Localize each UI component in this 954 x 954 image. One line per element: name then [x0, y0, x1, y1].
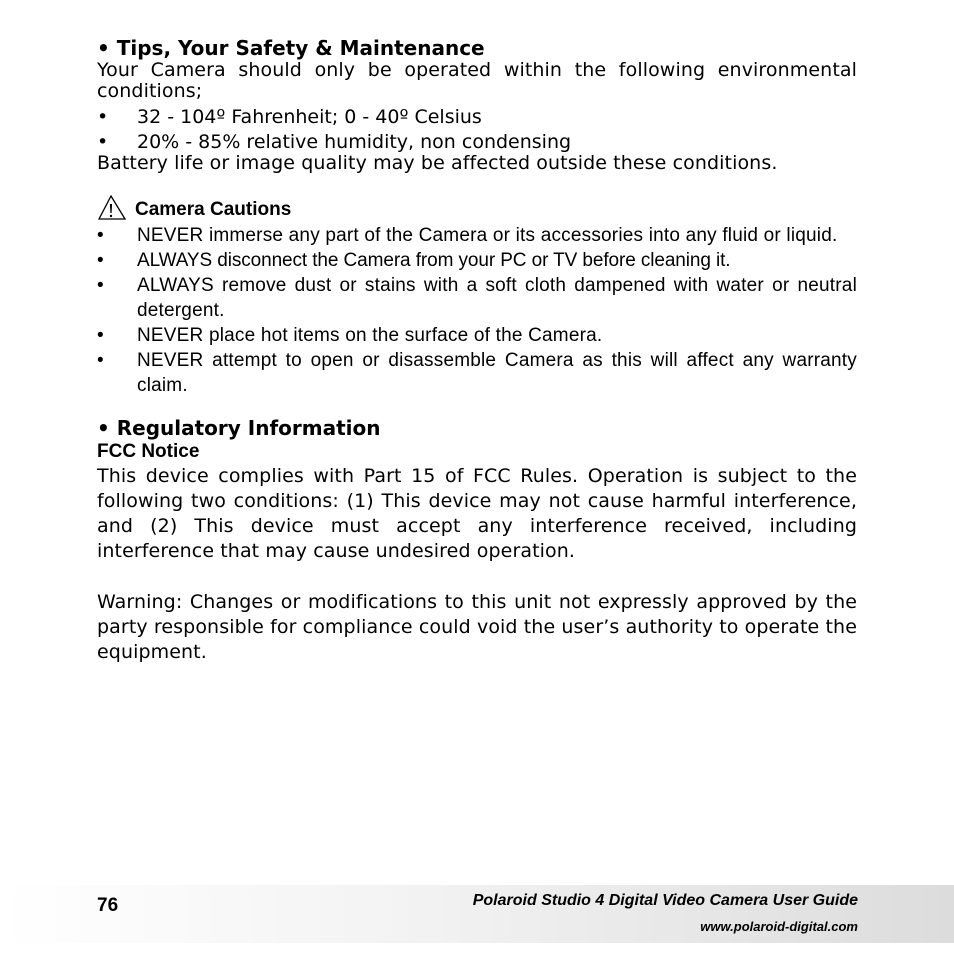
page-number: 76 — [97, 895, 119, 916]
list-item — [97, 273, 857, 323]
list-item — [97, 323, 857, 348]
page-content — [97, 36, 857, 665]
bullet-dot: • — [97, 106, 109, 128]
list-item — [97, 105, 857, 130]
warning-triangle-icon — [97, 195, 129, 221]
camera-cautions-heading — [97, 195, 857, 221]
caution-text: ALWAYS disconnect the Camera from your PC or TV before cleaning it. — [137, 250, 731, 271]
fcc-notice-heading: FCC Notice — [97, 441, 200, 462]
regulatory-section-title: • Regulatory Information — [97, 416, 381, 440]
bullet-dot: • — [97, 131, 109, 153]
list-item — [97, 223, 857, 248]
guide-title: Polaroid Studio 4 Digital Video Camera User Guide — [472, 892, 858, 909]
bullet-dot: • — [97, 250, 104, 271]
website-url: www.polaroid-digital.com — [700, 919, 858, 934]
list-item — [97, 348, 857, 398]
condition-humidity: 20% - 85% relative humidity, non condensing — [137, 131, 572, 153]
caution-text: NEVER attempt to open or disassemble Camera as this will affect any warranty claim. — [137, 350, 857, 396]
conditions-list — [97, 105, 857, 155]
caution-text: NEVER place hot items on the surface of the Camera. — [137, 325, 603, 346]
bullet-dot: • — [97, 325, 104, 346]
fcc-notice-text: This device complies with Part 15 of FCC Rules. Operation is subject to the following two conditions: (1) This device may not cause harmful interference, and (2) This device must accept any interference received, including interference that may cause undesired operation. — [97, 465, 857, 562]
caution-text: ALWAYS remove dust or stains with a soft cloth dampened with water or neutral detergent. — [137, 275, 857, 321]
condition-temperature: 32 - 104º Fahrenheit; 0 - 40º Celsius — [137, 106, 482, 128]
list-item — [97, 130, 857, 155]
camera-cautions-title: Camera Cautions — [135, 199, 292, 220]
tips-intro: Your Camera should only be operated within the following environmental conditions; — [97, 59, 857, 102]
cautions-list — [97, 223, 857, 398]
tips-outro: Battery life or image quality may be affected outside these conditions. — [97, 152, 778, 174]
bullet-dot: • — [97, 225, 104, 246]
list-item — [97, 248, 857, 273]
tips-section-title: • Tips, Your Safety & Maintenance — [97, 36, 485, 60]
bullet-dot: • — [97, 275, 104, 296]
page-footer — [0, 885, 954, 943]
warning-text: Warning: Changes or modifications to this unit not expressly approved by the party responsible for compliance could void the user’s authority to operate the equipment. — [97, 591, 857, 663]
caution-text: NEVER immerse any part of the Camera or its accessories into any fluid or liquid. — [137, 225, 838, 246]
bullet-dot: • — [97, 350, 104, 371]
